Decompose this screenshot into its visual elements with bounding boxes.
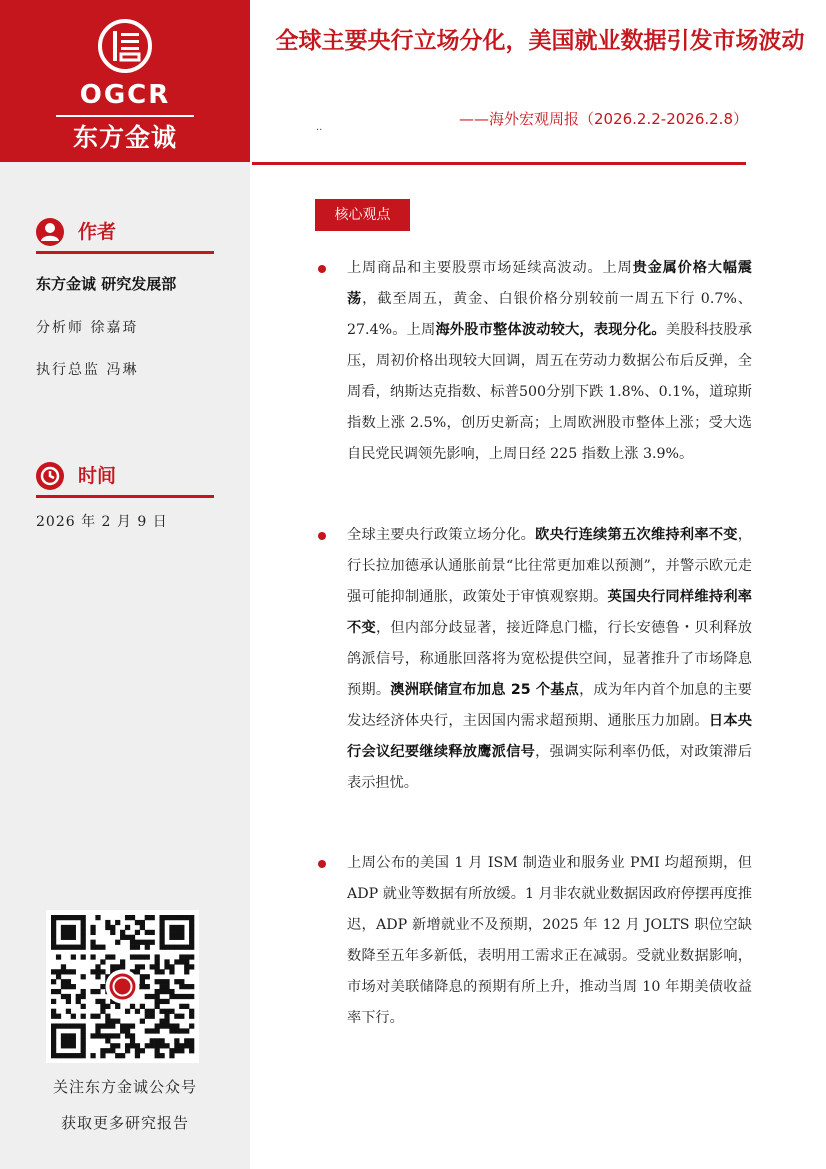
bullet-dot (318, 860, 326, 868)
bullet-dot (318, 532, 326, 540)
qr-caption-follow: 关注东方金诚公众号 (52, 1078, 197, 1096)
author-section-header (36, 214, 214, 254)
body-text: ，但内部分歧显著，接近降息门槛，行长安德鲁・贝利释放鸽派信号，称通胀回落将为宽松提供空间，显著推升了市场降息预期。 (347, 620, 752, 698)
brand-logo (0, 0, 250, 162)
highlight-text: 海外股市整体波动较大，表现分化。 (435, 322, 666, 338)
sidebar (0, 0, 250, 1169)
header-mark: .. (316, 122, 323, 133)
author-director: 执行总监 冯琳 (36, 362, 139, 378)
brand-divider (56, 115, 194, 117)
header-rule (252, 162, 746, 165)
qr-code[interactable] (46, 910, 199, 1063)
body-text: 全球主要央行政策立场分化。 (347, 527, 536, 543)
brand-cn: 东方金诚 (72, 123, 177, 152)
brand-en: OGCR (79, 80, 171, 110)
core-paragraph-3 (347, 848, 752, 1034)
highlight-text: 欧央行连续第五次维持利率不变 (535, 527, 738, 543)
highlight-text: 贵金属价格大幅震荡 (347, 260, 752, 307)
core-views-tag: 核心观点 (315, 199, 410, 231)
author-section-title: 作者 (78, 221, 117, 243)
body-text: 美股科技股承压，周初价格出现较大回调，周五在劳动力数据公布后反弹，全周看，纳斯达克指数、标普500分别下跌 1.8%、0.1%，道琼斯指数上涨 2.5%，创历史新高；上周欧洲股市整体上涨；受大选自民党民调领先影响，上周日经 225 指数上涨 3.9%。 (347, 322, 752, 462)
body-text: 上周商品和主要股票市场延续高波动。上周 (347, 260, 633, 276)
body-text: ，强调实际利率仍低，对政策滞后表示担忧。 (347, 744, 752, 791)
qr-caption-reports: 获取更多研究报告 (60, 1114, 189, 1132)
body-text: ，成为年内首个加息的主要发达经济体央行，主因国内需求超预期、通胀压力加剧。 (347, 682, 752, 729)
highlight-text: 日本央行会议纪要继续释放鹰派信号 (347, 713, 752, 760)
clock-icon (36, 462, 64, 490)
brand-emblem-icon (97, 18, 153, 74)
body-text: ，行长拉加德承认通胀前景“比往常更加难以预测”，并警示欧元走强可能抑制通胀，政策处于审慎观察期。 (347, 527, 752, 605)
report-title: 全球主要央行立场分化，美国就业数据引发市场波动 (275, 28, 805, 54)
time-section-header (36, 458, 214, 498)
report-date: 2026 年 2 月 9 日 (36, 514, 168, 530)
core-paragraph-1 (347, 253, 752, 470)
time-section-rule (36, 495, 214, 498)
highlight-text: 澳洲联储宣布加息 25 个基点 (390, 682, 580, 698)
report-subtitle: ——海外宏观周报（2026.2.2-2026.2.8） (458, 110, 748, 128)
body-text: ，截至周五，黄金、白银价格分别较前一周五下行 0.7%、27.4%。上周 (347, 291, 752, 338)
body-text: 上周公布的美国 1 月 ISM 制造业和服务业 PMI 均超预期，但 ADP 就业等数据有所放缓。1 月非农就业数据因政府停摆再度推迟，ADP 新增就业不及预期，2025 年 12 月 JOLTS 职位空缺数降至五年多新低，表明用工需求正在减弱。受就业数据影响，市场对美联储降息的预期有所上升，推动当周 10 年期美债收益率下行。 (347, 855, 752, 1026)
qr-code-image (46, 910, 199, 1063)
time-section-title: 时间 (78, 465, 117, 487)
author-org: 东方金诚 研究发展部 (36, 275, 177, 293)
person-icon (36, 218, 64, 246)
highlight-text: 英国央行同样维持利率不变 (347, 589, 752, 636)
author-section-rule (36, 251, 214, 254)
author-analyst: 分析师 徐嘉琦 (36, 320, 139, 336)
core-paragraph-2 (347, 520, 752, 799)
bullet-dot (318, 265, 326, 273)
